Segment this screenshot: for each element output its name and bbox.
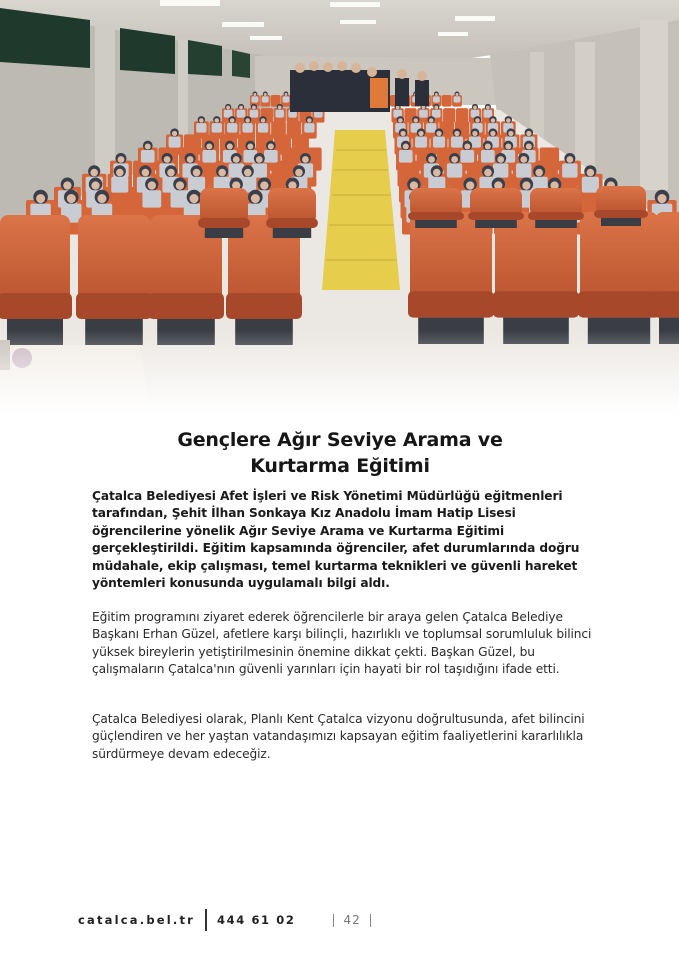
student-face (535, 169, 543, 177)
front-seat-base (273, 228, 311, 238)
student-face (485, 143, 491, 149)
student-face (284, 93, 287, 96)
student-face (67, 194, 76, 203)
student-face (148, 181, 156, 189)
student-hoodie (447, 163, 462, 177)
student-face (398, 118, 403, 123)
front-seat-cushion (578, 291, 660, 317)
student-hoodie (250, 110, 259, 118)
student-face (260, 181, 268, 189)
student-face (261, 118, 266, 123)
student-hoodie (251, 96, 258, 102)
front-seat-cushion (76, 293, 152, 319)
front-seat-cushion (266, 218, 318, 228)
student-face (403, 143, 409, 149)
student-hoodie (582, 177, 599, 193)
student-face (251, 194, 260, 203)
student-face (189, 194, 198, 203)
front-seat-base (601, 218, 641, 226)
student-face (90, 169, 98, 177)
page-number-right-tick (370, 914, 371, 927)
student-face (505, 143, 511, 149)
student-face (466, 181, 474, 189)
front-seat-base (415, 220, 457, 228)
footer-website[interactable]: catalca.bel.tr (78, 913, 196, 927)
student-face (295, 169, 303, 177)
front-seat-cushion (198, 218, 250, 228)
student-hoodie (202, 150, 216, 163)
student-hoodie (242, 123, 252, 133)
student-face (400, 131, 405, 136)
student-face (252, 106, 256, 110)
student-face (244, 169, 252, 177)
student-face (233, 156, 240, 163)
student-face (414, 118, 419, 123)
student-face (264, 93, 267, 96)
student-hoodie (454, 96, 461, 102)
front-seat-cushion (226, 293, 302, 319)
student-face (278, 106, 282, 110)
student-face (473, 106, 477, 110)
student-face (116, 169, 124, 177)
front-seat-base (535, 220, 577, 228)
student-face (422, 106, 426, 110)
student-face (256, 156, 263, 163)
title-line-2: Kurtarma Eğitimi (250, 455, 430, 477)
front-seat-cushion (468, 212, 524, 220)
student-face (433, 169, 441, 177)
student-hoodie (264, 150, 278, 163)
front-seat-cushion (408, 291, 494, 317)
student-face (418, 131, 423, 136)
student-face (475, 118, 480, 123)
student-face (396, 106, 400, 110)
auditorium-seat (442, 95, 452, 107)
student-face (472, 131, 477, 136)
student-hoodie (419, 110, 428, 118)
article-paragraph-2: Eğitim programını ziyaret ederek öğrencilerle bir araya gelen Çatalca Belediye Başkanı Erhan Güzel, afetlere karşı bilinçli, hazırlıklı ve toplumsal sorumluluk bilinci yüksek bireylerin yetiştirilmesinin önemine dikkat çekti. Başkan Güzel, bu çalışmaların Çatalca'nın güvenli yarınları için hayati bir rol taşıdığını ifade etti. (92, 610, 592, 677)
front-seat-cushion (528, 212, 584, 220)
student-face (193, 169, 201, 177)
student-face (239, 106, 243, 110)
student-hoodie (252, 163, 267, 177)
student-face (429, 118, 434, 123)
student-hoodie (426, 123, 436, 133)
page-number: 42 (343, 913, 361, 927)
page-number-box (333, 913, 370, 927)
auditorium-seat (443, 108, 455, 123)
student-hoodie (460, 150, 474, 163)
page-footer (78, 909, 371, 931)
article-title (60, 427, 620, 479)
student-face (454, 131, 459, 136)
student-face (226, 106, 230, 110)
student-face (307, 118, 312, 123)
footer-divider (205, 909, 207, 931)
student-face (451, 156, 458, 163)
student-face (145, 143, 151, 149)
hero-photo (0, 0, 679, 415)
student-face (506, 118, 511, 123)
article-paragraph-3: Çatalca Belediyesi olarak, Planlı Kent Çatalca vizyonu doğrultusunda, afet bilincini güçlendiren ve her yaştan vatandaşımızı kapsayan eğitim faaliyetlerini kararlılıkla sürdürmeye devam edeceğiz. (92, 712, 585, 761)
auditorium-photo (0, 0, 679, 415)
student-face (484, 169, 492, 177)
student-face (227, 143, 233, 149)
front-seat-cushion (653, 291, 679, 317)
student-face (187, 156, 194, 163)
student-hoodie (484, 110, 493, 118)
auditorium-seat (456, 108, 468, 123)
student-face (435, 93, 438, 96)
student-hoodie (258, 123, 268, 133)
article-lead-paragraph: Çatalca Belediyesi Afet İşleri ve Risk Yönetimi Müdürlüğü eğitmenleri tarafından, Şehit İlhan Sonkaya Kız Anadolu İmam Hatip Lisesi öğrencilerine yönelik Ağır Seviye Arama ve Kurtarma Eğitimi gerçekleştirildi. Eğitim kapsamında öğrenciler, afet durumlarında doğru müdahale, ekip çalışması, temel kurtarma teknikleri ve güvenli hareket yöntemleri konusunda uygulamalı bilgi aldı. (92, 489, 580, 591)
student-hoodie (196, 123, 206, 133)
footer-phone[interactable]: 444 61 02 (217, 913, 296, 927)
student-face (36, 194, 45, 203)
student-face (497, 156, 504, 163)
title-line-1: Gençlere Ağır Seviye Arama ve (177, 429, 503, 451)
student-face (167, 169, 175, 177)
student-face (253, 93, 256, 96)
student-face (436, 131, 441, 136)
student-hoodie (433, 137, 445, 148)
student-face (657, 194, 666, 203)
student-hoodie (237, 110, 246, 118)
front-seat-base (475, 220, 517, 228)
student-hoodie (169, 137, 181, 148)
student-hoodie (111, 177, 128, 193)
student-face (142, 169, 150, 177)
front-seat-cushion (148, 293, 224, 319)
student-hoodie (141, 150, 155, 163)
student-hoodie (481, 150, 495, 163)
student-face (268, 143, 274, 149)
student-hoodie (283, 96, 290, 102)
front-seat-cushion (594, 210, 648, 218)
student-hoodie (432, 110, 441, 118)
student-face (118, 156, 125, 163)
student-face (247, 143, 253, 149)
student-face (199, 118, 204, 123)
student-face (63, 181, 71, 189)
student-face (520, 156, 527, 163)
student-face (176, 181, 184, 189)
student-hoodie (415, 137, 427, 148)
front-seat-cushion (408, 212, 464, 220)
student-face (302, 156, 309, 163)
student-face (206, 143, 212, 149)
student-hoodie (562, 163, 577, 177)
student-face (215, 118, 220, 123)
student-face (172, 131, 177, 136)
student-face (566, 156, 573, 163)
student-hoodie (493, 163, 508, 177)
student-face (522, 181, 530, 189)
student-hoodie (451, 137, 463, 148)
student-face (218, 169, 226, 177)
student-hoodie (142, 190, 161, 207)
student-hoodie (304, 123, 314, 133)
student-face (434, 106, 438, 110)
front-seat-cushion (493, 291, 579, 317)
student-face (428, 156, 435, 163)
front-seat-cushion (0, 293, 72, 319)
front-seat-base (205, 228, 243, 238)
student-face (526, 131, 531, 136)
student-hoodie (516, 163, 531, 177)
student-hoodie (433, 96, 440, 102)
student-hoodie (229, 163, 244, 177)
student-face (508, 131, 513, 136)
student-face (464, 143, 470, 149)
student-face (486, 106, 490, 110)
student-face (230, 118, 235, 123)
student-hoodie (227, 123, 237, 133)
student-face (455, 93, 458, 96)
page-number-left-tick (333, 914, 334, 927)
student-hoodie (262, 96, 269, 102)
student-face (97, 194, 106, 203)
student-face (91, 181, 99, 189)
student-hoodie (399, 150, 413, 163)
student-face (587, 169, 595, 177)
student-hoodie (212, 123, 222, 133)
student-face (164, 156, 171, 163)
student-face (490, 131, 495, 136)
student-face (526, 143, 532, 149)
student-face (245, 118, 250, 123)
student-hoodie (275, 110, 284, 118)
student-face (491, 118, 496, 123)
